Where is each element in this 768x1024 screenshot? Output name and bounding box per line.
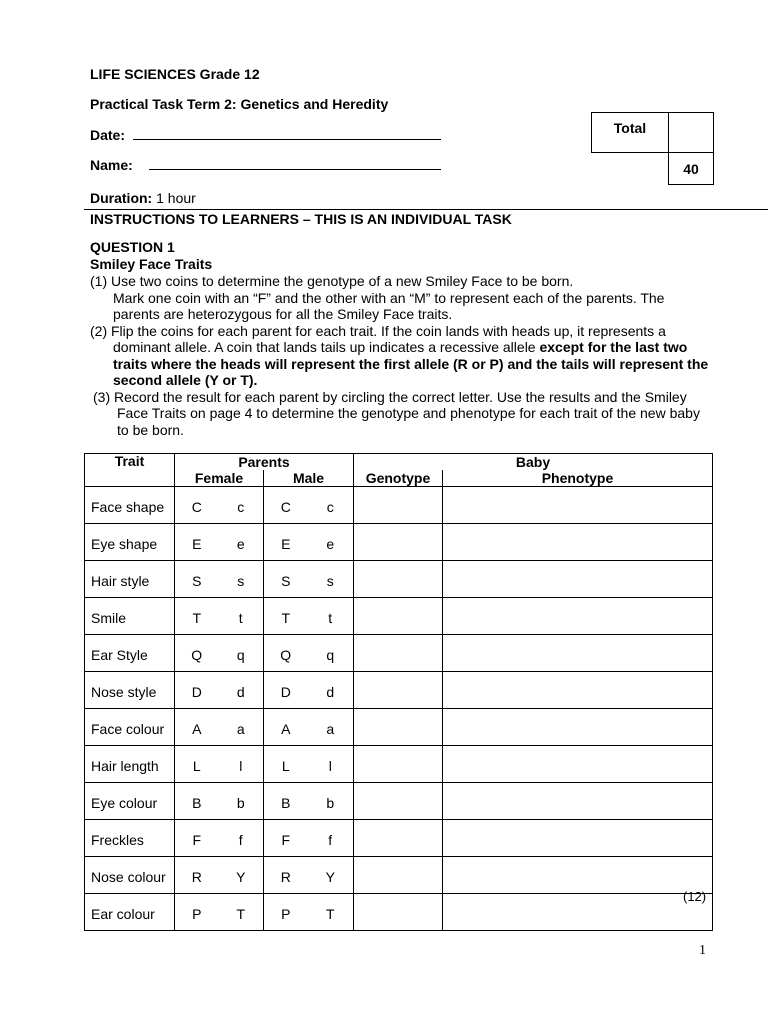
table-row <box>85 524 713 561</box>
male-allele-2[interactable]: T <box>308 894 354 931</box>
female-header: Female <box>175 470 264 487</box>
date-row <box>90 125 441 143</box>
genotype-cell[interactable] <box>354 857 443 894</box>
divider-line <box>84 209 768 210</box>
trait-name: Nose colour <box>85 857 175 894</box>
parents-header: Parents <box>175 454 354 471</box>
total-spacer-cell <box>592 153 669 185</box>
male-allele-1[interactable]: D <box>264 672 308 709</box>
female-allele-2[interactable]: s <box>219 561 264 598</box>
genotype-cell[interactable] <box>354 561 443 598</box>
genotype-cell[interactable] <box>354 746 443 783</box>
female-allele-1[interactable]: B <box>175 783 219 820</box>
instruction-steps <box>90 273 715 438</box>
trait-name: Eye shape <box>85 524 175 561</box>
genotype-cell[interactable] <box>354 709 443 746</box>
header-row-1 <box>85 454 713 471</box>
male-allele-1[interactable]: A <box>264 709 308 746</box>
female-allele-1[interactable]: D <box>175 672 219 709</box>
male-allele-1[interactable]: B <box>264 783 308 820</box>
table-row <box>85 598 713 635</box>
table-row <box>85 746 713 783</box>
task-title: Practical Task Term 2: Genetics and Heredity <box>90 96 389 112</box>
genotype-cell[interactable] <box>354 820 443 857</box>
male-allele-1[interactable]: Q <box>264 635 308 672</box>
male-allele-2[interactable]: s <box>308 561 354 598</box>
name-field[interactable] <box>149 155 441 170</box>
phenotype-cell[interactable] <box>443 746 713 783</box>
step1-line2: Mark one coin with an “F” and the other with an “M” to represent each of the parents. The parents are heterozygous for all the Smiley Face traits. <box>113 289 665 322</box>
step3: (3) Record the result for each parent by circling the correct letter. Use the results and the Smiley Face Traits on page 4 to determine the genotype and phenotype for each trait of the new baby to be born. <box>93 388 700 438</box>
male-allele-1[interactable]: P <box>264 894 308 931</box>
question-number: QUESTION 1 <box>90 239 175 255</box>
male-allele-2[interactable]: d <box>308 672 354 709</box>
traits-table <box>84 453 713 931</box>
female-allele-1[interactable]: S <box>175 561 219 598</box>
phenotype-cell[interactable] <box>443 783 713 820</box>
total-label: Total <box>592 113 669 153</box>
duration-value: 1 hour <box>156 190 196 206</box>
female-allele-2[interactable]: T <box>219 894 264 931</box>
female-allele-2[interactable]: b <box>219 783 264 820</box>
genotype-cell[interactable] <box>354 635 443 672</box>
male-allele-2[interactable]: a <box>308 709 354 746</box>
male-allele-1[interactable]: E <box>264 524 308 561</box>
phenotype-cell[interactable] <box>443 487 713 524</box>
question-title: Smiley Face Traits <box>90 256 213 272</box>
trait-name: Smile <box>85 598 175 635</box>
trait-header: Trait <box>85 454 175 487</box>
phenotype-cell[interactable] <box>443 561 713 598</box>
female-allele-2[interactable]: d <box>219 672 264 709</box>
genotype-cell[interactable] <box>354 894 443 931</box>
table-row <box>85 783 713 820</box>
male-allele-1[interactable]: R <box>264 857 308 894</box>
female-allele-2[interactable]: Y <box>219 857 264 894</box>
duration-label: Duration: <box>90 190 153 206</box>
female-allele-1[interactable]: P <box>175 894 219 931</box>
male-allele-1[interactable]: T <box>264 598 308 635</box>
male-header: Male <box>264 470 354 487</box>
header-row-2 <box>85 470 713 487</box>
duration <box>90 190 196 206</box>
phenotype-cell[interactable] <box>443 894 713 931</box>
trait-name: Freckles <box>85 820 175 857</box>
course-title: LIFE SCIENCES Grade 12 <box>90 66 260 82</box>
female-allele-2[interactable]: c <box>219 487 264 524</box>
table-row <box>85 635 713 672</box>
phenotype-cell[interactable] <box>443 820 713 857</box>
table-row <box>85 709 713 746</box>
trait-name: Hair length <box>85 746 175 783</box>
genotype-cell[interactable] <box>354 598 443 635</box>
trait-name: Face colour <box>85 709 175 746</box>
female-allele-2[interactable]: q <box>219 635 264 672</box>
female-allele-1[interactable]: F <box>175 820 219 857</box>
trait-name: Eye colour <box>85 783 175 820</box>
trait-name: Ear colour <box>85 894 175 931</box>
table-row <box>85 820 713 857</box>
male-allele-2[interactable]: t <box>308 598 354 635</box>
total-box <box>591 112 714 185</box>
phenotype-cell[interactable] <box>443 672 713 709</box>
female-allele-2[interactable]: t <box>219 598 264 635</box>
step2-normal: (2) Flip the coins for each parent for each trait. If the coin lands with heads up, it represents a dominant allele. A coin that lands tails up indicates a recessive allele <box>90 322 666 355</box>
genotype-cell[interactable] <box>354 487 443 524</box>
table-row <box>85 894 713 931</box>
female-allele-1[interactable]: Q <box>175 635 219 672</box>
genotype-header: Genotype <box>354 470 443 487</box>
female-allele-1[interactable]: A <box>175 709 219 746</box>
female-allele-1[interactable]: T <box>175 598 219 635</box>
total-value: 40 <box>669 153 714 185</box>
table-row <box>85 857 713 894</box>
genotype-cell[interactable] <box>354 783 443 820</box>
name-label: Name: <box>90 157 133 173</box>
female-allele-2[interactable]: a <box>219 709 264 746</box>
step2-bold: except for the last two traits where the heads will represent the first allele (R or P) and the tails will represent the second allele (Y or T). <box>113 339 709 388</box>
phenotype-header: Phenotype <box>443 470 713 487</box>
male-allele-2[interactable]: c <box>308 487 354 524</box>
date-field[interactable] <box>133 125 441 140</box>
instructions-heading: INSTRUCTIONS TO LEARNERS – THIS IS AN INDIVIDUAL TASK <box>90 211 512 227</box>
male-allele-2[interactable]: f <box>308 820 354 857</box>
male-allele-1[interactable]: S <box>264 561 308 598</box>
female-allele-2[interactable]: f <box>219 820 264 857</box>
male-allele-1[interactable]: F <box>264 820 308 857</box>
page-number: 1 <box>699 943 706 958</box>
marks: (12) <box>683 889 707 904</box>
genotype-cell[interactable] <box>354 524 443 561</box>
date-label: Date: <box>90 127 126 143</box>
phenotype-cell[interactable] <box>443 598 713 635</box>
total-blank-cell <box>669 113 714 153</box>
trait-name: Ear Style <box>85 635 175 672</box>
female-allele-1[interactable]: E <box>175 524 219 561</box>
male-allele-2[interactable]: q <box>308 635 354 672</box>
female-allele-1[interactable]: R <box>175 857 219 894</box>
table-row <box>85 561 713 598</box>
trait-name: Hair style <box>85 561 175 598</box>
male-allele-1[interactable]: C <box>264 487 308 524</box>
phenotype-cell[interactable] <box>443 857 713 894</box>
table-row <box>85 672 713 709</box>
female-allele-1[interactable]: L <box>175 746 219 783</box>
baby-header: Baby <box>354 454 713 471</box>
step2 <box>90 323 715 389</box>
male-allele-2[interactable]: b <box>308 783 354 820</box>
trait-name: Face shape <box>85 487 175 524</box>
female-allele-2[interactable]: l <box>219 746 264 783</box>
step1-line1: (1) Use two coins to determine the genotype of a new Smiley Face to be born. <box>90 273 574 289</box>
name-row <box>90 155 441 173</box>
table-row <box>85 487 713 524</box>
female-allele-2[interactable]: e <box>219 524 264 561</box>
trait-name: Nose style <box>85 672 175 709</box>
male-allele-2[interactable]: l <box>308 746 354 783</box>
male-allele-2[interactable]: Y <box>308 857 354 894</box>
phenotype-cell[interactable] <box>443 524 713 561</box>
phenotype-cell[interactable] <box>443 709 713 746</box>
male-allele-2[interactable]: e <box>308 524 354 561</box>
genotype-cell[interactable] <box>354 672 443 709</box>
female-allele-1[interactable]: C <box>175 487 219 524</box>
phenotype-cell[interactable] <box>443 635 713 672</box>
male-allele-1[interactable]: L <box>264 746 308 783</box>
